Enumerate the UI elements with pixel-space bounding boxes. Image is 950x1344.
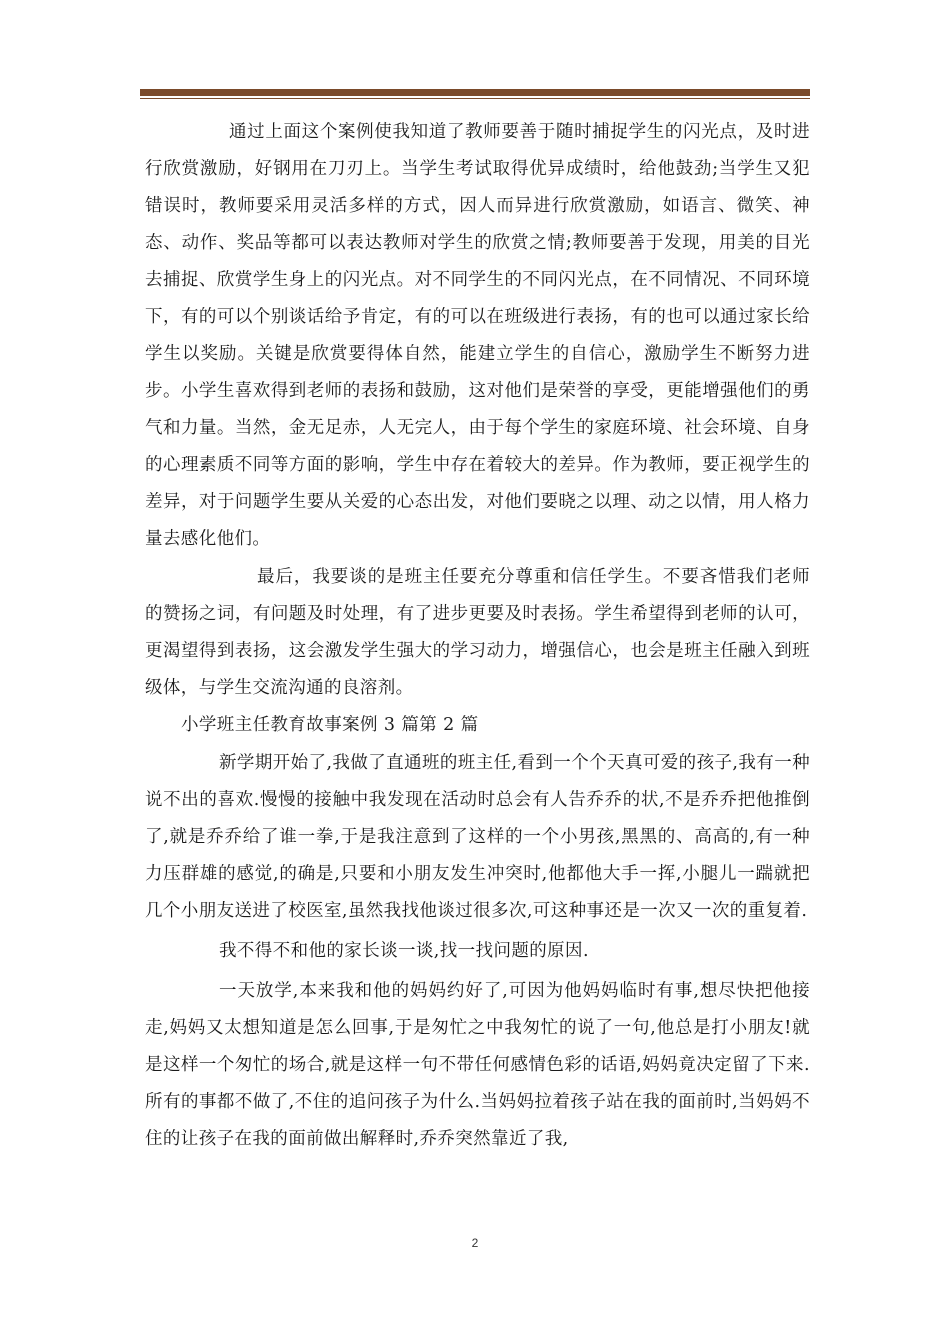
document-body xyxy=(145,114,810,1158)
header-rule xyxy=(140,89,810,96)
paragraph-appreciation: 通过上面这个案例使我知道了教师要善于随时捕捉学生的闪光点，及时进行欣赏激励，好钢用在刀刃上。当学生考试取得优异成绩时，给他鼓劲;当学生又犯错误时，教师要采用灵活多样的方式，因人而异进行欣赏激励，如语言、微笑、神态、动作、奖品等都可以表达教师对学生的欣赏之情;教师要善于发现，用美的目光去捕捉、欣赏学生身上的闪光点。对不同学生的不同闪光点，在不同情况、不同环境下，有的可以个别谈话给予肯定，有的可以在班级进行表扬，有的也可以通过家长给学生以奖励。关键是欣赏要得体自然，能建立学生的自信心，激励学生不断努力进步。小学生喜欢得到老师的表扬和鼓励，这对他们是荣誉的享受，更能增强他们的勇气和力量。当然，金无足赤，人无完人，由于每个学生的家庭环境、社会环境、自身的心理素质不同等方面的影响，学生中存在着较大的差异。作为教师，要正视学生的差异，对于问题学生要从关爱的心态出发，对他们要晓之以理、动之以情，用人格力量去感化他们。 xyxy=(145,122,810,549)
paragraph-after-school: 一天放学,本来我和他的妈妈约好了,可因为他妈妈临时有事,想尽快把他接走,妈妈又太想知道是怎么回事,于是匆忙之中我匆忙的说了一句,他总是打小朋友!就是这样一个匆忙的场合,就是这样一句不带任何感情色彩的话语,妈妈竟决定留了下来.所有的事都不做了,不住的追问孩子为什么.当妈妈拉着孩子站在我的面前时,当妈妈不住的让孩子在我的面前做出解释时,乔乔突然靠近了我, xyxy=(145,981,810,1149)
section-heading: 小学班主任教育故事案例 3 篇第 2 篇 xyxy=(181,715,479,735)
page-number: 2 xyxy=(471,1236,479,1250)
paragraph-respect-trust: 最后，我要谈的是班主任要充分尊重和信任学生。不要吝惜我们老师的赞扬之词，有问题及时处理，有了进步更要及时表扬。学生希望得到老师的认可，更渴望得到表扬，这会激发学生强大的学习动力，增强信心，也会是班主任融入到班级体，与学生交流沟通的良溶剂。 xyxy=(145,567,810,698)
header-rule-thin xyxy=(140,98,810,99)
paragraph-new-semester: 新学期开始了,我做了直通班的班主任,看到一个个天真可爱的孩子,我有一种说不出的喜欢.慢慢的接触中我发现在活动时总会有人告乔乔的状,不是乔乔把他推倒了,就是乔乔给了谁一拳,于是我注意到了这样的一个小男孩,黑黑的、高高的,有一种力压群雄的感觉,的确是,只要和小朋友发生冲突时,他都他大手一挥,小腿儿一踹就把几个小朋友送进了校医室,虽然我找他谈过很多次,可这种事还是一次又一次的重复着. xyxy=(145,753,810,921)
paragraph-talk-parents: 我不得不和他的家长谈一谈,找一找问题的原因. xyxy=(219,941,589,961)
